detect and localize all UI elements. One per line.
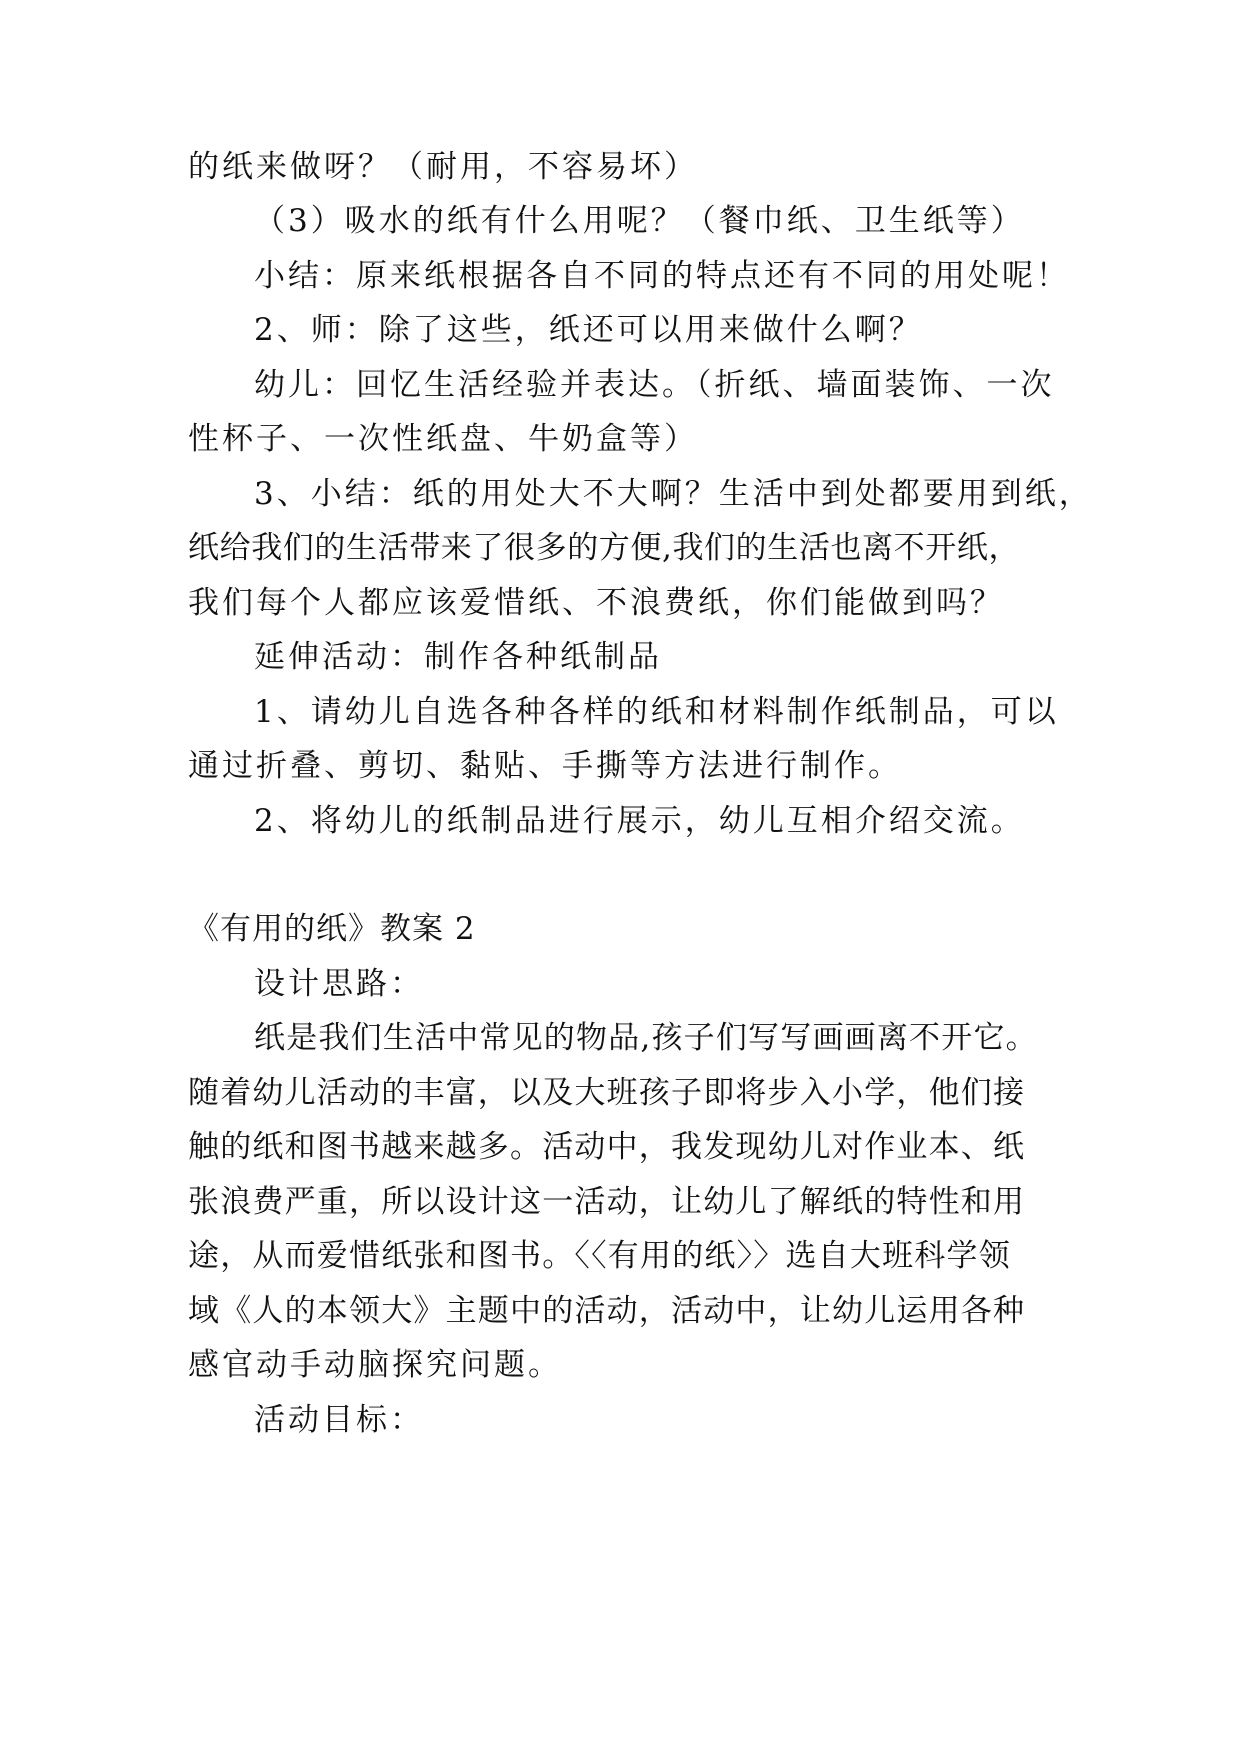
text-line: 2、师：除了这些，纸还可以用来做什么啊？ (254, 312, 923, 348)
document-title: 《有用的纸》教案 2 (188, 911, 476, 947)
text-line: 3、小结：纸的用处大不大啊？生活中到处都要用到纸， (254, 476, 1093, 512)
section-heading: 延伸活动：制作各种纸制品 (254, 639, 662, 675)
text-line: 张浪费严重，所以设计这一活动，让幼儿了解纸的特性和用 (188, 1184, 1026, 1220)
text-line: 触的纸和图书越来越多。活动中，我发现幼儿对作业本、纸 (188, 1129, 1026, 1165)
text-line: 感官动手动脑探究问题。 (188, 1347, 562, 1383)
text-line: 随着幼儿活动的丰富，以及大班孩子即将步入小学，他们接 (188, 1075, 1026, 1111)
text-line: 域《人的本领大》主题中的活动，活动中，让幼儿运用各种 (188, 1293, 1026, 1329)
text-line: 幼儿：回忆生活经验并表达。（折纸、墙面装饰、一次 (254, 367, 1055, 403)
text-line: 2、将幼儿的纸制品进行展示，幼儿互相介绍交流。 (254, 803, 1025, 839)
text-line: 小结：原来纸根据各自不同的特点还有不同的用处呢！ (254, 258, 1070, 294)
text-line: 1、请幼儿自选各种各样的纸和材料制作纸制品，可以 (254, 694, 1059, 730)
text-line: 通过折叠、剪切、黏贴、手撕等方法进行制作。 (188, 748, 902, 784)
text-line: 我们每个人都应该爱惜纸、不浪费纸，你们能做到吗？ (188, 585, 1004, 621)
text-line: 途，从而爱惜纸张和图书。〈〈有用的纸〉〉选自大班科学领 (188, 1238, 1011, 1274)
text-line: （3）吸水的纸有什么用呢？（餐巾纸、卫生纸等） (254, 203, 1025, 239)
text-line: 性杯子、一次性纸盘、牛奶盒等） (188, 421, 698, 457)
text-line: 纸是我们生活中常见的物品,孩子们写写画画离不开它。 (254, 1020, 1038, 1056)
section-heading: 设计思路： (254, 966, 424, 1002)
text-line: 纸给我们的生活带来了很多的方便,我们的生活也离不开纸， (188, 530, 1021, 566)
section-heading: 活动目标： (254, 1402, 424, 1438)
text-line: 的纸来做呀？（耐用，不容易坏） (188, 149, 698, 185)
